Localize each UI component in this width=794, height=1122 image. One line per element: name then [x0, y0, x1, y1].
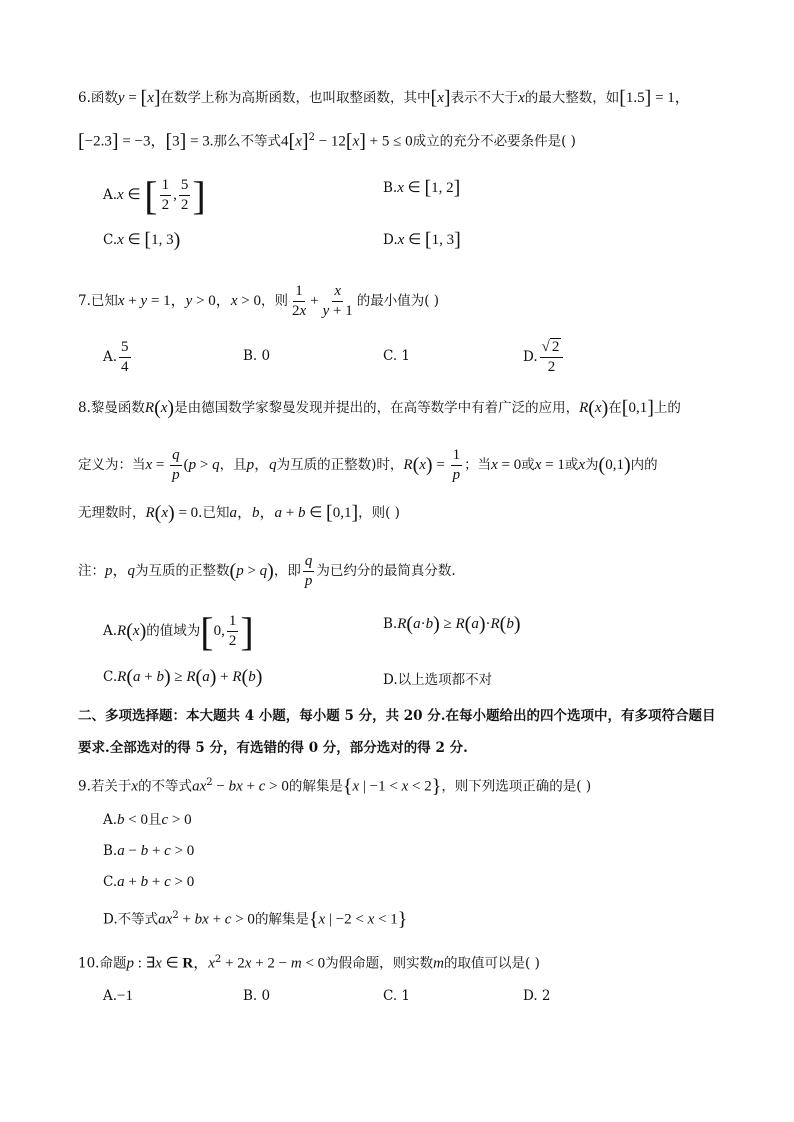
q10-option-a[interactable]: A.−1	[103, 988, 134, 1004]
q8-option-b[interactable]: B.R(a·b) ≥ R(a)·R(b)	[383, 613, 521, 635]
q8-option-c[interactable]: C.R(a + b) ≥ R(a) + R(b)	[103, 666, 263, 688]
q7-option-c[interactable]: C. 1	[383, 348, 411, 364]
q6-text: 6.函数	[78, 90, 118, 106]
q6-text: 成立的充分不必要条件是( )	[412, 133, 576, 150]
q6-line-1: 6.函数y = [x]在数学上称为高斯函数，也叫取整函数，其中[x]表示不大于x的最大整数，如[1.5] = 1，	[78, 87, 690, 109]
q6-option-b[interactable]: B.x ∈ [1, 2]	[383, 177, 461, 199]
q6-option-a[interactable]: A.x ∈ [ $\frac{1}{2}$ , $\frac{5}{2}$ ]	[103, 173, 206, 218]
q10-option-b[interactable]: B. 0	[243, 988, 271, 1004]
q6-option-d[interactable]: D.x ∈ [1, 3]	[383, 229, 461, 251]
q6-text: 在数学上称为高斯函数，也叫取整函数，其中	[160, 90, 431, 106]
q9-option-a[interactable]: A.b < 0且c > 0	[103, 812, 192, 828]
q10-option-c[interactable]: C. 1	[383, 988, 411, 1004]
q7-text: 的最小值为( )	[356, 293, 440, 309]
q6-text: 那么不等式	[213, 133, 282, 150]
q9-line-1: 9.若关于x的不等式$ax^2$ − bx + c > 0的解集是{x | −1 < x < 2}，则下列选项正确的是( )	[78, 775, 592, 798]
q8-option-d[interactable]: D.以上选项都不对	[383, 672, 493, 688]
q8-line-3: 无理数时，R(x) = 0.已知a，b，a + b ∈ [0,1]，则( )	[78, 502, 400, 524]
section-2-heading-line-1: 二、多项选择题：本大题共 4 小题，每小题 5 分，共 20 分.在每小题给出的四个选项中，有多项符合题目	[78, 708, 716, 724]
q7-line-1: 7.已知x + y = 1，y > 0，x > 0，则 $\frac{1}{2x}$ + $\frac{x}{y + 1}$ 的最小值为( )	[78, 283, 440, 319]
q8-line-1: 8.黎曼函数R(x)是由德国数学家黎曼发现并提出的，在高等数学中有着广泛的应用，R(x)在[0,1]上的	[78, 397, 681, 419]
q7-option-b[interactable]: B. 0	[243, 348, 271, 364]
q6-text: 的最大整数，如	[524, 90, 620, 106]
q6-text: 表示不大于	[450, 90, 519, 106]
q6-line-2: [−2.3] = −3，[3] = 3.那么不等式$4[x]^2 - 12[x] + 5 \le 0$成立的充分不必要条件是( )	[78, 130, 576, 153]
q8-note: 注：p，q为互质的正整数(p > q)，即 $\frac{q}{p}$ 为已约分的最简真分数.	[78, 553, 456, 589]
q10-option-d[interactable]: D. 2	[523, 988, 551, 1004]
q10-line-1: 10.命题p : ∃x ∈ R，$x^2 + 2x + 2 - m < 0$为假命题，则实数m的取值可以是( )	[78, 954, 540, 972]
q7-text: ，则	[260, 293, 288, 309]
q9-option-c[interactable]: C.a + b + c > 0	[103, 874, 195, 890]
q7-option-d[interactable]: D. $\frac{√ 2}{2}$	[523, 340, 565, 375]
q7-option-a[interactable]: A. $\frac{5}{4}$	[103, 339, 129, 375]
section-2-heading-line-2: 要求.全部选对的得 5 分，有选错的得 0 分，部分选对的得 2 分.	[78, 740, 468, 756]
q8-option-a[interactable]: A.R(x)的值域为[0, $\frac{1}{2}$ ]	[103, 609, 254, 654]
q9-option-b[interactable]: B.a − b + c > 0	[103, 843, 195, 859]
q8-line-2: 定义为：当x = $\frac{q}{p}$ (p > q，且p，q为互质的正整数)时，R(x) = $\frac{1}{p}$ ；当x = 0或x = 1或x为(0,1)内的	[78, 447, 658, 483]
q7-text: 7.已知	[78, 293, 118, 309]
q9-option-d[interactable]: D.不等式$ax^2$ + bx + c > 0的解集是{x | −2 < x < 1}	[103, 908, 408, 931]
q6-option-c[interactable]: C.x ∈ [1, 3)	[103, 229, 181, 251]
